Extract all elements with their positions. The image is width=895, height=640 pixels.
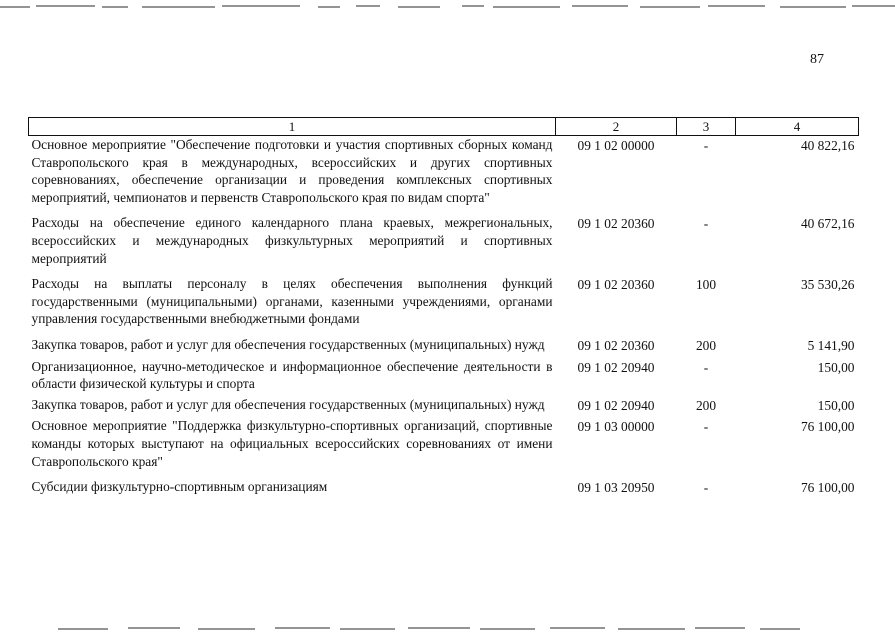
row-sum: 5 141,90	[807, 337, 855, 353]
row-code: 09 1 03 20950	[577, 480, 655, 496]
row-code: 09 1 03 00000	[577, 419, 655, 435]
row-type: 200	[695, 337, 717, 353]
row-sum: 40 672,16	[800, 216, 855, 232]
row-code: 09 1 02 20360	[577, 216, 655, 232]
header-col-2: 2	[556, 118, 677, 136]
table-row	[29, 417, 859, 478]
row-sum: 150,00	[817, 397, 855, 413]
row-type: 100	[695, 277, 717, 293]
row-sum: 150,00	[817, 359, 855, 375]
row-name: Субсидии физкультурно-спортивным организациям	[31, 479, 328, 495]
table-row	[29, 396, 859, 418]
row-type: -	[703, 480, 709, 496]
row-sum: 40 822,16	[800, 138, 855, 153]
row-name: Расходы на выплаты персоналу в целях обеспечения выполнения функций государственными (муниципальными) органами, казенными учреждениями, органами управления государственными внебюджетными фондами	[31, 276, 553, 327]
table-row	[29, 275, 859, 336]
row-type: -	[703, 138, 709, 153]
scan-artifact-bottom-line	[0, 626, 895, 632]
row-name: Закупка товаров, работ и услуг для обеспечения государственных (муниципальных) нужд	[31, 336, 545, 352]
table-row	[29, 136, 859, 215]
row-code: 09 1 02 20940	[577, 397, 655, 413]
row-code: 09 1 02 20360	[577, 337, 655, 353]
table-row	[29, 214, 859, 275]
page-number: 87	[810, 52, 824, 67]
header-col-1: 1	[29, 118, 556, 136]
table-row	[29, 358, 859, 396]
budget-table	[28, 117, 859, 497]
table-row	[29, 478, 859, 497]
row-sum: 76 100,00	[800, 480, 855, 496]
row-name: Основное мероприятие "Обеспечение подготовки и участия спортивных сборных команд Ставропольского края в международных, всероссийских и других спортивных соревнованиях, обеспечение организации и проведения комплексных спортивных мероприятий, чемпионатов и первенств Ставропольского края по видам спорта"	[31, 137, 553, 205]
row-sum: 76 100,00	[800, 419, 855, 435]
row-code: 09 1 02 20360	[577, 277, 655, 293]
row-type: -	[703, 216, 709, 232]
scan-artifact-top-line	[0, 4, 895, 10]
table-row	[29, 336, 859, 358]
row-type: -	[703, 419, 709, 435]
row-code: 09 1 02 00000	[577, 138, 655, 153]
header-col-3: 3	[677, 118, 736, 136]
row-name: Основное мероприятие "Поддержка физкультурно-спортивных организаций, спортивные команды которых выступают на официальных всероссийских соревнованиях от имени Ставропольского края"	[31, 418, 553, 469]
row-name: Закупка товаров, работ и услуг для обеспечения государственных (муниципальных) нужд	[31, 396, 545, 412]
table-header-row	[29, 118, 859, 136]
row-sum: 35 530,26	[800, 277, 855, 293]
row-name: Расходы на обеспечение единого календарного плана краевых, межрегиональных, всероссийских и международных физкультурных мероприятий и спортивных мероприятий	[31, 215, 553, 266]
row-type: -	[703, 359, 709, 375]
row-name: Организационное, научно-методическое и информационное обеспечение деятельности в области физической культуры и спорта	[31, 358, 553, 392]
row-code: 09 1 02 20940	[577, 359, 655, 375]
header-col-4: 4	[736, 118, 859, 136]
row-type: 200	[695, 397, 717, 413]
